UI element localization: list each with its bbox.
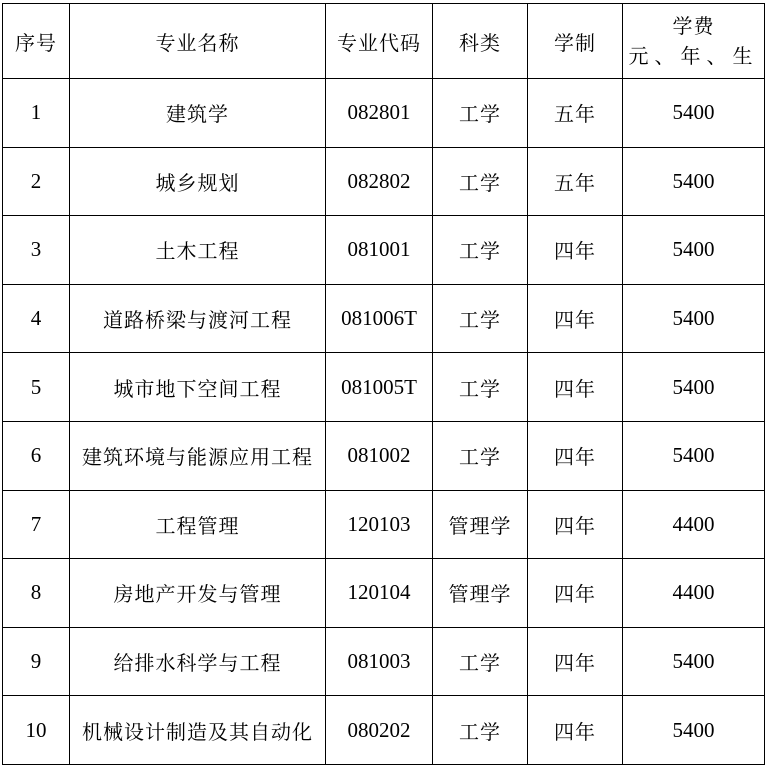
cell-fee: 5400 [623,353,765,422]
header-major-code: 专业代码 [326,4,433,79]
cell-category: 工学 [433,421,528,490]
cell-duration: 四年 [528,559,623,628]
cell-category: 工学 [433,284,528,353]
header-row [3,4,765,79]
cell-category: 管理学 [433,559,528,628]
cell-major-code: 081002 [326,421,433,490]
cell-category: 工学 [433,353,528,422]
header-category: 科类 [433,4,528,79]
cell-index: 9 [3,627,70,696]
cell-duration: 四年 [528,421,623,490]
cell-major-name: 工程管理 [70,490,326,559]
header-fee [623,4,765,79]
cell-fee: 5400 [623,284,765,353]
cell-major-code: 081001 [326,216,433,285]
cell-major-code: 081003 [326,627,433,696]
cell-fee: 5400 [623,147,765,216]
cell-index: 8 [3,559,70,628]
header-major-name: 专业名称 [70,4,326,79]
header-index: 序号 [3,4,70,79]
cell-duration: 四年 [528,216,623,285]
cell-major-code: 082801 [326,79,433,148]
cell-index: 4 [3,284,70,353]
cell-index: 5 [3,353,70,422]
table-row [3,79,765,148]
cell-major-code: 120103 [326,490,433,559]
cell-category: 工学 [433,627,528,696]
majors-table [2,3,765,765]
cell-category: 管理学 [433,490,528,559]
cell-major-code: 082802 [326,147,433,216]
cell-duration: 四年 [528,627,623,696]
cell-major-code: 120104 [326,559,433,628]
cell-fee: 5400 [623,627,765,696]
cell-category: 工学 [433,216,528,285]
table-row [3,627,765,696]
cell-major-name: 给排水科学与工程 [70,627,326,696]
cell-major-code: 081006T [326,284,433,353]
cell-duration: 四年 [528,353,623,422]
cell-fee: 4400 [623,490,765,559]
cell-major-name: 房地产开发与管理 [70,559,326,628]
cell-duration: 五年 [528,79,623,148]
cell-duration: 四年 [528,490,623,559]
table-row [3,490,765,559]
cell-major-name: 建筑环境与能源应用工程 [70,421,326,490]
cell-index: 1 [3,79,70,148]
table-row [3,559,765,628]
cell-category: 工学 [433,696,528,765]
table-body [3,79,765,765]
cell-major-code: 080202 [326,696,433,765]
table-row [3,147,765,216]
table-row [3,284,765,353]
header-fee-label: 学费 [672,14,715,38]
table-row [3,216,765,285]
cell-fee: 5400 [623,79,765,148]
cell-fee: 5400 [623,696,765,765]
header-duration: 学制 [528,4,623,79]
cell-major-name: 城乡规划 [70,147,326,216]
cell-major-name: 机械设计制造及其自动化 [70,696,326,765]
table-row [3,421,765,490]
cell-index: 7 [3,490,70,559]
cell-index: 6 [3,421,70,490]
table-row [3,696,765,765]
cell-fee: 5400 [623,421,765,490]
cell-major-name: 城市地下空间工程 [70,353,326,422]
header-fee-unit: 元、年、生 [628,44,759,68]
cell-major-name: 建筑学 [70,79,326,148]
cell-major-name: 道路桥梁与渡河工程 [70,284,326,353]
cell-duration: 四年 [528,284,623,353]
cell-fee: 4400 [623,559,765,628]
cell-category: 工学 [433,79,528,148]
cell-category: 工学 [433,147,528,216]
cell-duration: 五年 [528,147,623,216]
cell-major-name: 土木工程 [70,216,326,285]
cell-fee: 5400 [623,216,765,285]
cell-duration: 四年 [528,696,623,765]
table-row [3,353,765,422]
cell-index: 3 [3,216,70,285]
cell-index: 10 [3,696,70,765]
cell-index: 2 [3,147,70,216]
cell-major-code: 081005T [326,353,433,422]
